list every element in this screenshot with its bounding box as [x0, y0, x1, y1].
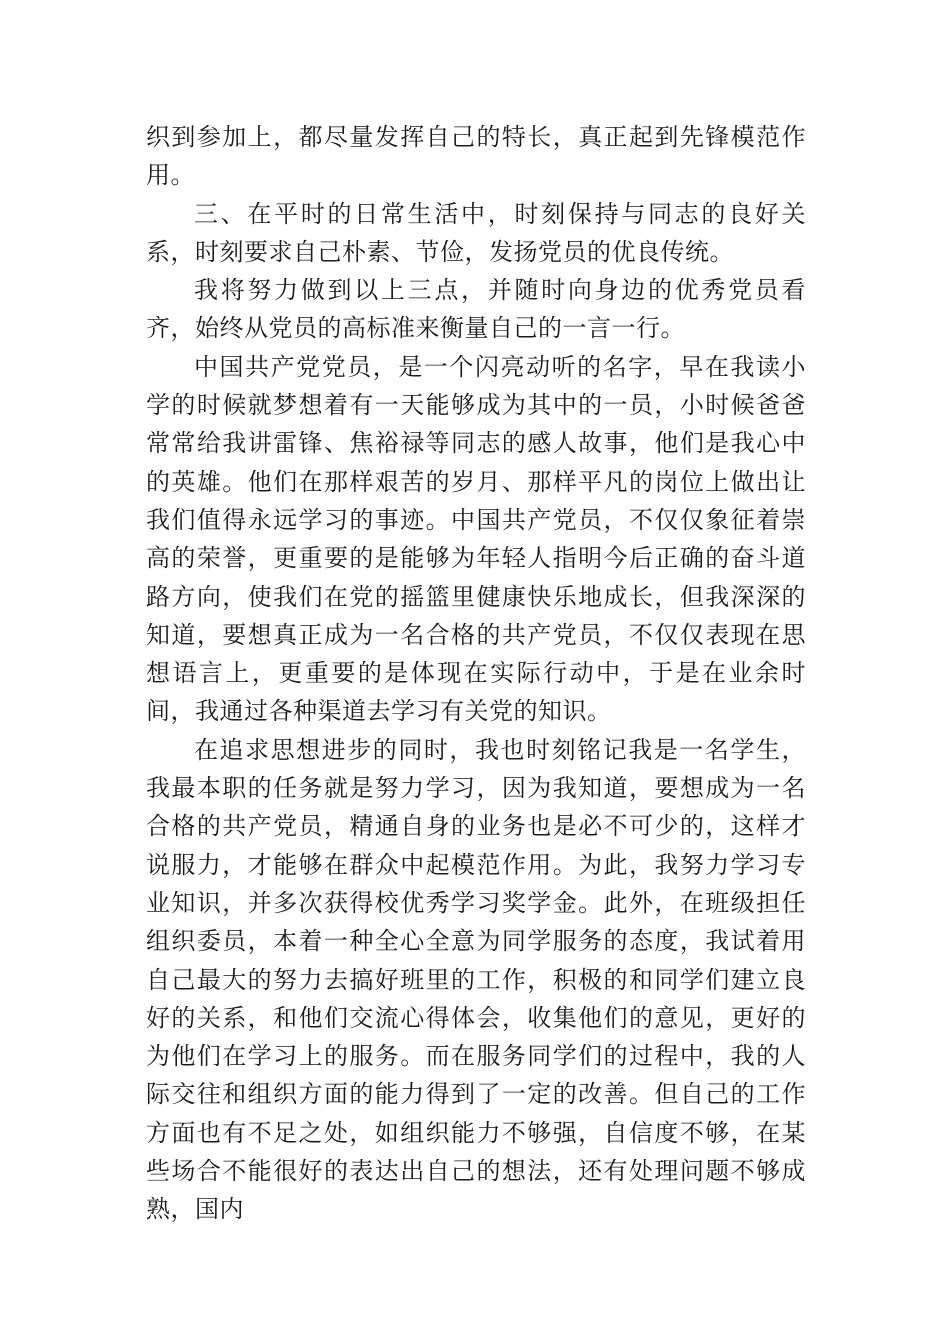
paragraph-5: 在追求思想进步的同时，我也时刻铭记我是一名学生，我最本职的任务就是努力学习，因为我知道，要想成为一名合格的共产党员，精通自身的业务也是必不可少的，这样才说服力，才能够在群众中起模范作用。为此，我努力学习专业知识，并多次获得校优秀学习奖学金。此外，在班级担任组织委员，本着一种全心全意为同学服务的态度，我试着用自己最大的努力去搞好班里的工作，积极的和同学们建立良好的关系，和他们交流心得体会，收集他们的意见，更好的为他们在学习上的服务。而在服务同学们的过程中，我的人际交往和组织方面的能力得到了一定的改善。但自己的工作方面也有不足之处，如组织能力不够强，自信度不够，在某些场合不能很好的表达出自己的想法，还有处理问题不够成熟，国内 — [146, 735, 806, 1224]
paragraph-4: 中国共产党党员，是一个闪亮动听的名字，早在我读小学的时候就梦想着有一天能够成为其中的一员，小时候爸爸常常给我讲雷锋、焦裕禄等同志的感人故事，他们是我心中的英雄。他们在那样艰苦的岁月、那样平凡的岗位上做出让我们值得永远学习的事迹。中国共产党员，不仅仅象征着崇高的荣誉，更重要的是能够为年轻人指明今后正确的奋斗道路方向，使我们在党的摇篮里健康快乐地成长，但我深深的知道，要想真正成为一名合格的共产党员，不仅仅表现在思想语言上，更重要的是体现在实际行动中，于是在业余时间，我通过各种渠道去学习有关党的知识。 — [146, 352, 806, 726]
paragraph-1: 织到参加上，都尽量发挥自己的特长，真正起到先锋模范作用。 — [146, 123, 806, 190]
paragraph-2: 三、在平时的日常生活中，时刻保持与同志的良好关系，时刻要求自己朴素、节俭，发扬党员的优良传统。 — [146, 199, 806, 266]
document-body — [146, 118, 806, 1229]
paragraph-3: 我将努力做到以上三点，并随时向身边的优秀党员看齐，始终从党员的高标准来衡量自己的一言一行。 — [146, 276, 806, 343]
